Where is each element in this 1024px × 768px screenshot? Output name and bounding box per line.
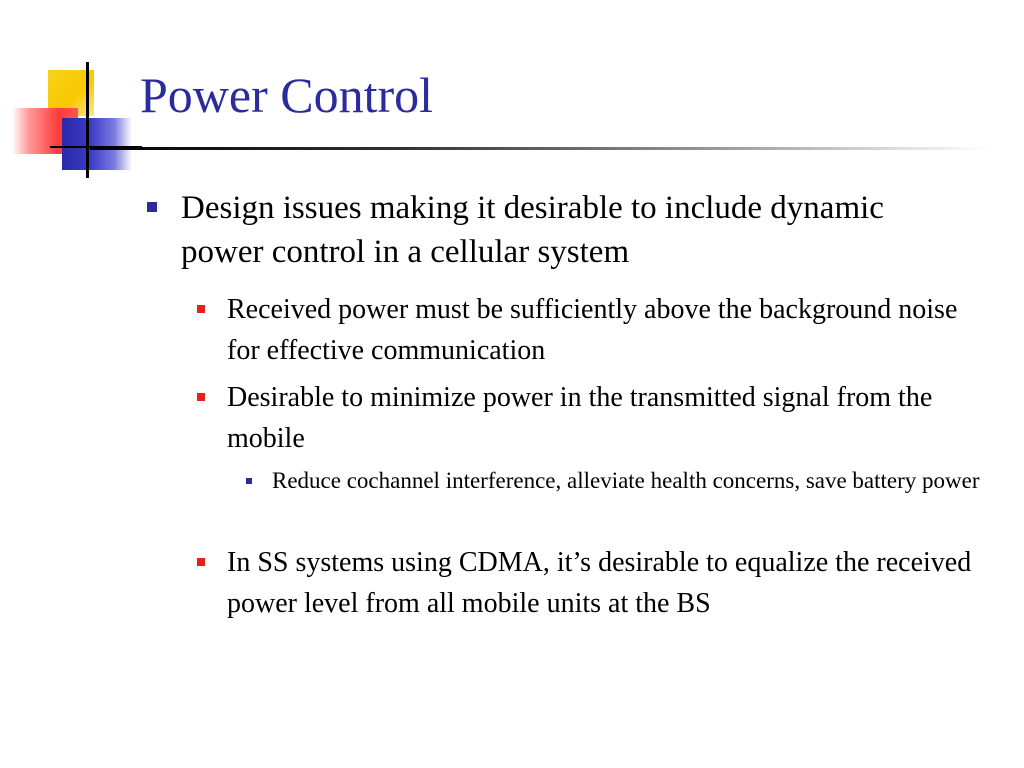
slide-title: Power Control bbox=[140, 67, 434, 123]
bullet-square-icon bbox=[197, 393, 205, 401]
bullet-text: Desirable to minimize power in the transmitted signal from the mobile bbox=[227, 382, 933, 454]
bullet-text: In SS systems using CDMA, it’s desirable to equalize the received power level from all mobile units at the BS bbox=[227, 547, 972, 619]
bullet-square-icon bbox=[246, 478, 252, 484]
bullet-text: Received power must be sufficiently above the background noise for effective communication bbox=[227, 294, 958, 366]
bullet-text: Design issues making it desirable to include dynamic power control in a cellular system bbox=[181, 190, 884, 270]
bullet-text: Reduce cochannel interference, alleviate health concerns, save battery power bbox=[272, 468, 980, 493]
bullet-square-icon bbox=[197, 305, 205, 313]
bullet-square-icon bbox=[147, 202, 157, 212]
bullet-square-icon bbox=[197, 558, 205, 566]
